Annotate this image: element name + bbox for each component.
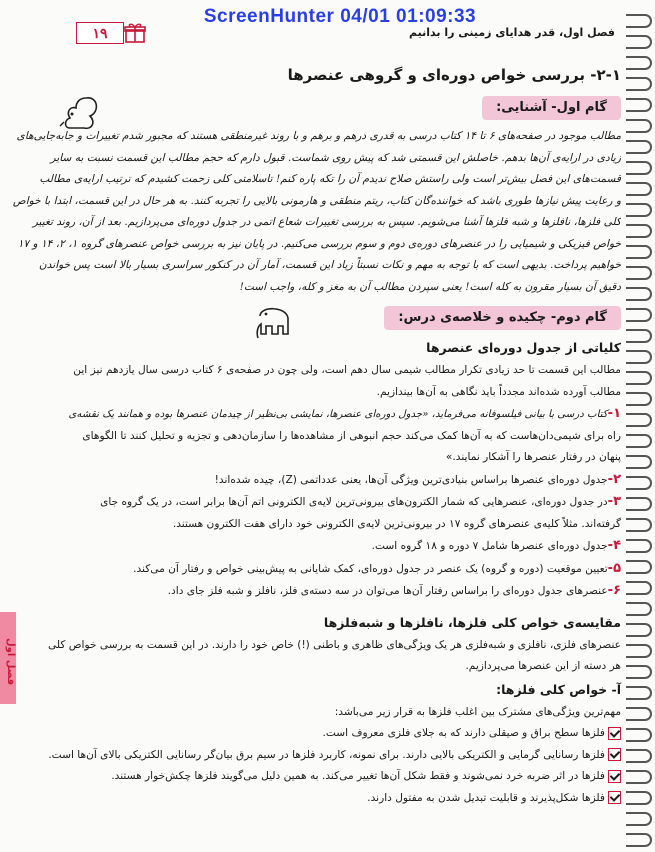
paragraph-line: مطالب آورده شده‌اند مجدداً باید نگاهی به آن‌ها بیندازیم. xyxy=(376,385,621,398)
binding-ring xyxy=(626,791,652,805)
checkbox-icon xyxy=(608,770,621,783)
item-number: ۳- xyxy=(607,494,621,509)
binding-ring xyxy=(626,308,652,322)
periodic-item xyxy=(10,558,621,581)
item-number: ۲- xyxy=(607,471,621,487)
compare-subtitle: مقایسه‌ی خواص کلی فلزها، نافلزها و شبه‌فلزها xyxy=(323,614,621,630)
paragraph-line: مطالب موجود در صفحه‌های ۶ تا ۱۴ کتاب درسی به قدری درهم و برهم و با روند غیرمنطقی هستند که مجبور شدم تغییرات و جابه‌جایی‌های xyxy=(16,130,621,142)
binding-ring xyxy=(626,686,652,700)
step2-header xyxy=(10,302,621,334)
paragraph-line: خواص فیزیکی و شیمیایی را در عنصرهای دوره‌ی دوم و سوم بررسی می‌کنیم. در پایان نیز به بررسی خواص عنصرهای گروه ۱، ۲، ۱۴ و ۱۷ xyxy=(17,237,621,250)
section-title: ۲-۱- بررسی خواص دوره‌ای و گروهی عنصرها xyxy=(287,66,621,84)
binding-ring xyxy=(626,371,652,385)
item-text: راه برای شیمی‌دان‌هاست که به آن‌ها کمک می‌کند حجم انبوهی از مشاهده‌ها را سازمان‌دهی و تجزیه و تحلیل کنند تا الگوهای xyxy=(82,429,621,442)
item-number: ۴- xyxy=(607,538,621,553)
step1-paragraph xyxy=(10,126,621,298)
chapter-title: فصل اول، قدر هدایای زمینی را بدانیم xyxy=(408,26,615,39)
paragraph-line: دقیق آن بسیار مقرون به کله است! یعنی سپردن مطالب آن به مغز و کله، واجب است! xyxy=(239,280,621,293)
binding-ring xyxy=(626,707,652,721)
binding-ring xyxy=(626,434,652,448)
item-number: ۶- xyxy=(607,583,621,598)
binding-ring xyxy=(626,581,652,595)
binding-ring xyxy=(626,539,652,553)
binding-ring xyxy=(626,392,652,406)
binding-ring xyxy=(626,518,652,532)
check-item: فلزها شکل‌پذیرند و قابلیت تبدیل شدن به مفتول دارند. xyxy=(10,788,621,810)
item-text: جدول دوره‌ای عنصرها شامل ۷ دوره و ۱۸ گروه است. xyxy=(371,540,608,552)
step2-label: گام دوم- چکیده و خلاصه‌ی درس: xyxy=(384,306,621,330)
check-item: فلزها رسانایی گرمایی و الکتریکی بالایی دارند. برای نمونه، کاربرد فلزها در سیم برق بیان‌گر رسانایی الکتریکی بالای آن‌ها است. xyxy=(10,745,621,767)
screenhunter-watermark: ScreenHunter 04/01 01:09:33 xyxy=(203,6,477,27)
binding-ring xyxy=(626,266,652,280)
binding-ring xyxy=(626,770,652,784)
binding-ring xyxy=(626,833,652,847)
binding-ring xyxy=(626,203,652,217)
periodic-item xyxy=(10,469,621,492)
step1-label: گام اول- آشنایی: xyxy=(482,96,621,120)
binding-ring xyxy=(626,812,652,826)
side-tab-label: فصل اول xyxy=(5,638,16,686)
binding-ring xyxy=(626,119,652,133)
binding-ring xyxy=(626,665,652,679)
binding-ring xyxy=(626,287,652,301)
spiral-binding xyxy=(627,0,655,852)
binding-ring xyxy=(626,413,652,427)
check-item: فلزها سطح براق و صیقلی دارند که به جلای فلزی معروف است. xyxy=(10,723,621,745)
binding-ring xyxy=(626,224,652,238)
check-item: فلزها در اثر ضربه خرد نمی‌شوند و فقط شکل آن‌ها تغییر می‌کند. به همین دلیل می‌گویند فلزها چکش‌خوار هستند. xyxy=(10,766,621,788)
checkbox-icon xyxy=(608,748,621,761)
paragraph-line: کلی فلزها، نافلزها و شبه فلزها آشنا می‌شویم. سپس به بررسی تغییرات شعاع اتمی در جدول دوره‌ای می‌پردازیم. بعد از آن، روند تغییر xyxy=(32,216,621,228)
paragraph-line: و رعایت پیش نیازها طوری باشد که خواننده‌گان کتاب، ریتم منطقی و هارمونی بالایی را تجربه کنند. به هر حال در این قسمت، ابتدا با خواص xyxy=(12,194,621,207)
paragraph-line: خواهیم پرداخت. بدیهی است که با توجه به مهم و نکات نسبتاً زیاد این قسمت، آمار آن در کنکور سراسری بسیار بالا است پس خواندن xyxy=(38,259,621,271)
checkbox-icon xyxy=(608,727,621,740)
periodic-item xyxy=(10,403,621,469)
paragraph-line: زیادی در ارایه‌ی آن‌ها بدهم. خاصلش این قسمتی شد که پیش روی شماست. قبول دارم که حجم مطالب این قسمت نسبت به سایر xyxy=(50,151,621,164)
binding-ring xyxy=(626,182,652,196)
checkbox-icon xyxy=(608,791,621,804)
binding-ring xyxy=(626,35,652,49)
binding-ring xyxy=(626,245,652,259)
metals-subtitle: آ- خواص کلی فلزها: xyxy=(496,681,621,697)
binding-ring xyxy=(626,161,652,175)
binding-ring xyxy=(626,77,652,91)
binding-ring xyxy=(626,728,652,742)
paragraph-line: هر دسته از این عنصرها می‌پردازیم. xyxy=(465,660,621,672)
gift-icon xyxy=(124,22,146,44)
paragraph-line: مهم‌ترین ویژگی‌های مشترک بین اغلب فلزها به قرار زیر می‌باشد: xyxy=(334,705,621,718)
paragraph-line: قسمت‌های این فصل بیش‌تر است ولی راستش صلاح ندیدم آن را تکه پاره کنم! تاسلامتی کلی زحمت کشیدم که ترتیب ارایه‌ی مطالب xyxy=(39,173,621,185)
item-text: کتاب درسی با بیانی فیلسوفانه می‌فرماید، «جدول دوره‌ای عنصرها، نمایشی بی‌نظیر از چیدمان عنصرها بوده و همانند یک نقشه‌ی xyxy=(68,409,608,420)
item-text: جدول دوره‌ای عنصرها براساس بنیادی‌ترین ویژگی آن‌ها، یعنی عدداتمی (Z)، چیده شده‌اند! xyxy=(214,473,608,486)
periodic-item xyxy=(10,535,621,558)
item-number: ۵- xyxy=(607,560,621,576)
periodic-item xyxy=(10,491,621,535)
item-text: تعیین موقعیت (دوره و گروه) یک عنصر در جدول دوره‌ای، کمک شایانی به پیش‌بینی خواص و رفتار آن می‌کند. xyxy=(133,562,608,575)
binding-ring xyxy=(626,455,652,469)
periodic-item xyxy=(10,580,621,603)
page-number: ۱۹ xyxy=(76,22,124,44)
binding-ring xyxy=(626,623,652,637)
page-content xyxy=(10,60,621,809)
binding-ring xyxy=(626,644,652,658)
binding-ring xyxy=(626,497,652,511)
binding-ring xyxy=(626,56,652,70)
item-number: ۱- xyxy=(607,406,621,421)
binding-ring xyxy=(626,749,652,763)
item-text: عنصرهای جدول دوره‌ای را براساس رفتار آن‌ها می‌توان در سه دسته‌ی فلز، نافلز و شبه فلز جای داد. xyxy=(167,585,608,597)
item-text: گرفته‌اند. مثلاً کلیه‌ی عنصرهای گروه ۱۷ در بیرونی‌ترین لایه‌ی الکترونی خود دارای هفت الکترون هستند. xyxy=(172,517,621,530)
binding-ring xyxy=(626,329,652,343)
squirrel-icon xyxy=(56,92,102,132)
binding-ring xyxy=(626,350,652,364)
binding-ring xyxy=(626,140,652,154)
page-header xyxy=(60,22,615,48)
binding-ring xyxy=(626,14,652,28)
periodic-subtitle: کلیاتی از جدول دوره‌ای عنصرها xyxy=(426,340,621,355)
binding-ring xyxy=(626,560,652,574)
step1-header xyxy=(10,92,621,124)
binding-ring xyxy=(626,98,652,112)
binding-ring xyxy=(626,602,652,616)
item-text: پنهان در رفتار عنصرها را آشکار نمایند.» xyxy=(445,451,621,463)
paragraph-line: عنصرهای فلزی، نافلزی و شبه‌فلزی هر یک ویژگی‌های ظاهری و باطنی (!) خاص خود را دارند. در این قسمت به بررسی خواص کلی xyxy=(48,638,621,651)
binding-ring xyxy=(626,476,652,490)
paragraph-line: مطالب این قسمت تا حد زیادی تکرار مطالب شیمی سال دهم است، ولی چون در صفحه‌ی ۶ کتاب درسی سال یازدهم نیز این xyxy=(73,364,621,376)
item-text: در جدول دوره‌ای، عنصرهایی که شمار الکترون‌های بیرونی‌ترین لایه‌ی الکترونی اتم آن‌ها برابر است، در یک گروه جای xyxy=(100,496,608,508)
elephant-icon xyxy=(250,302,296,342)
